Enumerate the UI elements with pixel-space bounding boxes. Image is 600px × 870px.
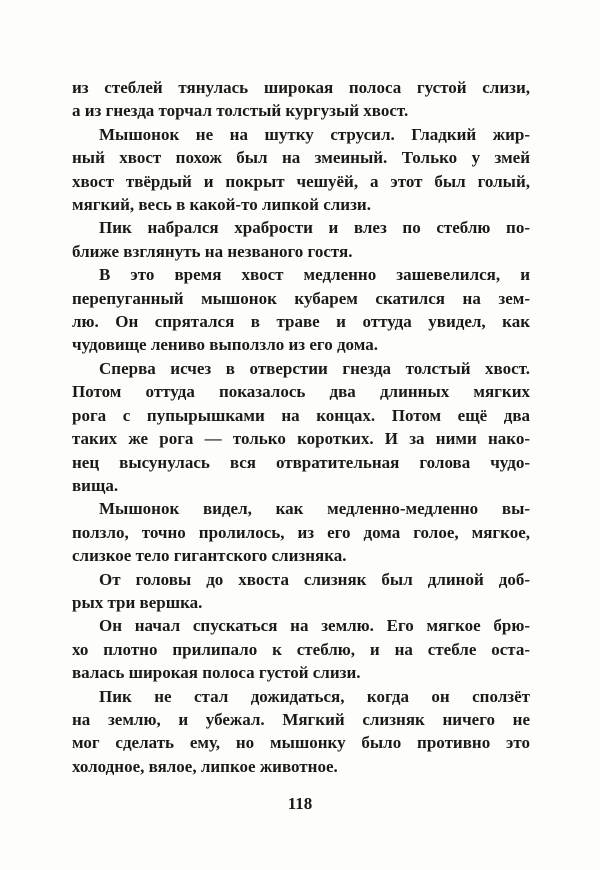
paragraph (72, 568, 530, 615)
text-line: рых три вершка. (72, 592, 203, 612)
paragraph (72, 685, 530, 779)
text-line: лю. Он спрятался в траве и оттуда увидел, как (72, 312, 530, 332)
text-line: мягкий, весь в какой-то липкой слизи. (72, 195, 371, 215)
text-line: хвост твёрдый и покрыт чешуёй, а этот был голый, (72, 171, 530, 191)
paragraph (72, 216, 530, 263)
text-line: вища. (72, 475, 119, 495)
paragraph (72, 76, 530, 123)
paragraph (72, 497, 530, 567)
text-line: ближе взглянуть на незваного гостя. (72, 241, 353, 261)
text-line: на землю, и убежал. Мягкий слизняк ничего не (72, 709, 530, 729)
text-line: а из гнезда торчал толстый кургузый хвост. (72, 101, 409, 121)
text-line: Пик не стал дожидаться, когда он сползёт (99, 686, 530, 706)
text-line: ный хвост похож был на змеиный. Только у змей (72, 148, 530, 168)
text-line: Пик набрался храбрости и влез по стеблю по- (99, 218, 530, 238)
text-line: чудовище лениво выползло из его дома. (72, 335, 378, 355)
text-line: Мышонок не на шутку струсил. Гладкий жир- (99, 124, 530, 144)
text-line: холодное, вялое, липкое животное. (72, 756, 338, 776)
paragraph (72, 614, 530, 684)
text-line: ползло, точно пролилось, из его дома голое, мягкое, (72, 522, 530, 542)
text-line: Он начал спускаться на землю. Его мягкое брю- (99, 616, 530, 636)
text-line: слизкое тело гигантского слизняка. (72, 546, 347, 566)
text-line: Потом оттуда показалось два длинных мягких (72, 382, 530, 402)
text-line: В это время хвост медленно зашевелился, и (99, 265, 530, 285)
text-line: рога с пупырышками на концах. Потом ещё два (72, 405, 530, 425)
page-number: 118 (287, 794, 313, 814)
text-line: От головы до хвоста слизняк был длиной доб- (99, 569, 530, 589)
text-line: перепуганный мышонок кубарем скатился на зем- (72, 288, 530, 308)
text-line: хо плотно прилипало к стеблю, и на стебле оста- (72, 639, 530, 659)
paragraph (72, 123, 530, 217)
text-line: нец высунулась вся отвратительная голова чудо- (72, 452, 530, 472)
paragraph (72, 357, 530, 497)
text-line: таких же рога — только коротких. И за ними нако- (72, 429, 530, 449)
page-body (72, 76, 530, 778)
paragraph (72, 263, 530, 357)
text-line: Сперва исчез в отверстии гнезда толстый хвост. (99, 358, 530, 378)
text-line: из стеблей тянулась широкая полоса густой слизи, (72, 78, 530, 97)
text-line: Мышонок видел, как медленно-медленно вы- (99, 499, 530, 519)
text-line: валась широкая полоса густой слизи. (72, 663, 361, 683)
text-line: мог сделать ему, но мышонку было противно это (72, 733, 530, 753)
